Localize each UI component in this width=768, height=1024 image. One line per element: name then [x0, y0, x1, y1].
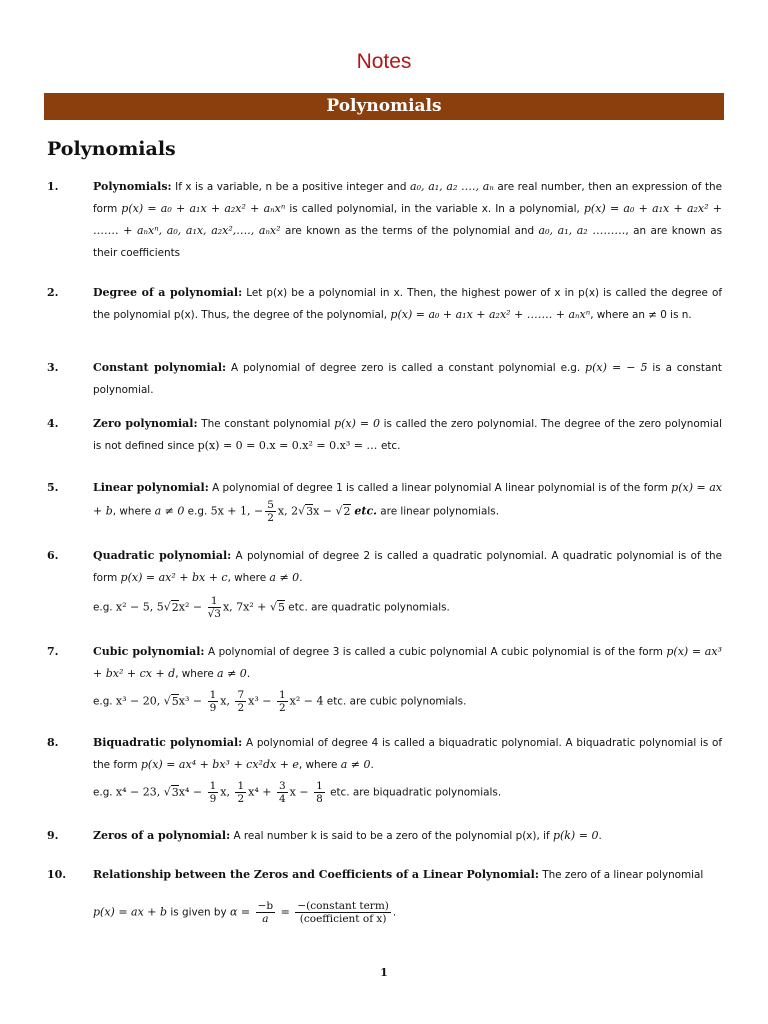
item-number: 4. — [47, 417, 59, 430]
math-expression: α = — [229, 905, 254, 919]
fraction — [277, 689, 288, 714]
item-text: are known as the terms of the polynomial and — [280, 225, 539, 237]
math-expression: a ≠ 0 — [269, 571, 300, 584]
item-body — [93, 413, 722, 457]
fraction — [314, 780, 325, 805]
formula-line — [93, 900, 722, 925]
item-text: . — [392, 906, 397, 919]
definition-item-polynomials — [47, 176, 727, 264]
item-body — [93, 732, 722, 805]
item-number: 8. — [47, 736, 59, 749]
item-term: Relationship between the Zeros and Coefficients of a Linear Polynomial: — [93, 868, 539, 881]
item-number: 1. — [47, 180, 59, 193]
item-text: If x is a variable, n be a positive integer and — [171, 181, 411, 193]
item-text: are linear polynomials. — [376, 505, 499, 518]
item-term: Polynomials: — [93, 180, 172, 193]
item-term: Linear polynomial: — [93, 481, 209, 494]
sqrt-symbol: √ — [163, 694, 171, 708]
math-expression: x⁴ + — [248, 785, 275, 799]
math-expression: x³ − — [178, 694, 206, 708]
fraction-numerator: −b — [257, 900, 274, 912]
item-term: Biquadratic polynomial: — [93, 736, 243, 749]
math-expression: x, 7x² + — [222, 600, 270, 614]
item-text: A polynomial of degree 1 is called a linear polynomial A linear polynomial is of the form — [208, 482, 672, 494]
item-text: . — [598, 830, 602, 842]
math-expression: p(x) = a₀ + a₁x + a₂x² + ……. + aₙxⁿ, a₀, a₁x, a₂x²,…., aₙx² — [93, 202, 722, 237]
item-text: e.g. — [93, 786, 116, 799]
sqrt-symbol: √ — [298, 504, 306, 518]
definition-item-zero-polynomial — [47, 413, 727, 457]
item-term: Quadratic polynomial: — [93, 549, 232, 562]
sqrt-radicand: 2 — [171, 600, 179, 614]
sqrt-radicand: 5 — [278, 600, 285, 614]
math-expression: a ≠ 0 — [154, 504, 185, 518]
fraction-denominator: 2 — [237, 702, 245, 714]
math-expression: x − — [313, 504, 336, 518]
sqrt-radicand: 3 — [306, 504, 314, 518]
item-term: Zeros of a polynomial: — [93, 829, 231, 842]
math-expression: p(x) = a₀ + a₁x + a₂x² + ……. + aₙxⁿ — [390, 308, 591, 321]
fraction-denominator: 8 — [316, 793, 323, 805]
item-number: 10. — [47, 868, 67, 881]
fraction-numerator: 1 — [208, 595, 221, 608]
item-text: Let p(x) be a polynomial in x. Then, the highest power of x in p(x) is called the degree of the polynomial p(x). Thus, the degree of the polynomial, — [93, 287, 723, 321]
example-line — [93, 780, 722, 805]
page-number: 1 — [380, 966, 388, 979]
math-expression: p(x) = ax² + bx + c — [120, 571, 228, 584]
item-term: Degree of a polynomial: — [93, 286, 243, 299]
fraction-denominator: 2 — [237, 793, 245, 805]
item-body — [93, 477, 722, 524]
item-number: 3. — [47, 361, 59, 374]
definition-item-degree — [47, 282, 727, 326]
math-expression: x⁴ − 23, — [115, 785, 164, 799]
definition-item-cubic — [47, 641, 727, 714]
math-expression: p(x) = a₀ + a₁x + a₂x² + aₙxⁿ — [121, 202, 286, 215]
item-body — [93, 357, 722, 401]
item-text: etc. are biquadratic polynomials. — [326, 786, 502, 799]
definition-item-relationship — [47, 864, 727, 925]
item-text: . — [370, 759, 374, 771]
fraction — [208, 780, 219, 805]
item-body — [93, 825, 722, 847]
item-term: Constant polynomial: — [93, 361, 227, 374]
sqrt-radicand: 5 — [171, 694, 179, 708]
fraction — [295, 900, 391, 925]
fraction — [265, 499, 276, 524]
item-text: are real number, then an expression of the form — [93, 181, 722, 215]
math-expression: x² − 5, 5 — [115, 600, 164, 614]
section-heading: Polynomials — [47, 138, 176, 160]
math-expression: x³ − — [248, 694, 275, 708]
fraction-numerator: 3 — [278, 780, 286, 792]
fraction-numerator: 1 — [316, 780, 323, 792]
item-text: , where — [227, 572, 270, 584]
fraction — [235, 689, 246, 714]
item-text: , where — [112, 505, 155, 518]
fraction — [277, 780, 288, 805]
math-expression: x³ − 20, — [115, 694, 164, 708]
fraction — [256, 900, 276, 925]
item-number: 6. — [47, 549, 59, 562]
definition-item-linear — [47, 477, 727, 524]
item-body — [93, 282, 722, 326]
math-expression: a₀, a₁, a₂ …., aₙ — [410, 180, 494, 193]
math-expression: a ≠ 0 — [340, 758, 371, 771]
item-text: A polynomial of degree 2 is called a quadratic polynomial. A quadratic polynomial is of the form — [93, 550, 722, 584]
item-text: is called polynomial, in the variable x. In a polynomial, — [285, 203, 584, 215]
math-expression: p(k) = 0 — [552, 829, 599, 842]
fraction — [235, 780, 246, 805]
item-text: The constant polynomial — [197, 418, 335, 430]
math-expression: p(x) = ax³ + bx² + cx + d — [93, 645, 722, 680]
item-number: 7. — [47, 645, 59, 658]
math-expression: x² − 4 — [289, 694, 324, 708]
item-body — [93, 545, 722, 620]
math-expression: x⁴ − — [178, 785, 206, 799]
definition-item-quadratic — [47, 545, 727, 620]
definition-item-constant — [47, 357, 727, 401]
item-text: is given by — [167, 906, 230, 919]
item-term: Cubic polynomial: — [93, 645, 205, 658]
sqrt-symbol: √ — [269, 600, 277, 614]
item-text: etc. are quadratic polynomials. — [285, 601, 450, 614]
fraction-numerator: 5 — [267, 499, 274, 511]
fraction-denominator: √3 — [207, 608, 221, 620]
fraction-numerator: 1 — [209, 689, 217, 701]
definition-item-biquadratic — [47, 732, 727, 805]
item-text: . — [246, 668, 251, 680]
item-text: e.g. — [93, 601, 116, 614]
math-expression: x² − — [178, 600, 206, 614]
item-body — [93, 176, 722, 264]
item-text: e.g. — [93, 695, 116, 708]
math-expression: x, — [220, 694, 234, 708]
math-expression: p(x) = ax⁴ + bx³ + cx²dx + e — [140, 758, 299, 771]
item-text: A polynomial of degree 3 is called a cubic polynomial A cubic polynomial is of the form — [204, 646, 667, 658]
item-text: A polynomial of degree zero is called a constant polynomial e.g. — [226, 362, 586, 374]
math-expression: p(x) = 0 — [334, 417, 380, 430]
item-text: etc. are cubic polynomials. — [323, 695, 467, 708]
item-text: A real number k is said to be a zero of the polynomial p(x), if — [230, 830, 553, 842]
item-body — [93, 864, 722, 925]
item-text: is called the zero polynomial. The degree of the zero polynomial is not defined since — [93, 418, 722, 452]
item-number: 9. — [47, 829, 59, 842]
item-text: etc. — [380, 440, 401, 452]
definition-item-zeros — [47, 825, 727, 847]
item-number: 2. — [47, 286, 59, 299]
math-expression: a₀, a₁, a₂ ……… — [538, 224, 626, 237]
math-expression: 5x + 1, − — [210, 504, 264, 518]
math-expression: x, 2 — [277, 504, 299, 518]
chapter-banner: Polynomials — [44, 93, 724, 120]
fraction-denominator: 9 — [209, 793, 217, 805]
item-text: A polynomial of degree 4 is called a biquadratic polynomial. A biquadratic polynomial is of the form — [93, 737, 723, 771]
fraction-denominator: (coefficient of x) — [299, 913, 387, 925]
math-expression: = — [277, 905, 294, 919]
item-text: e.g. — [184, 505, 211, 518]
sqrt-symbol: √ — [163, 600, 171, 614]
fraction-denominator: 9 — [209, 702, 217, 714]
item-number: 5. — [47, 481, 59, 494]
item-term: Zero polynomial: — [93, 417, 198, 430]
fraction-numerator: 1 — [209, 780, 217, 792]
fraction — [208, 689, 219, 714]
item-text: . — [299, 572, 303, 584]
math-expression: x, — [220, 785, 234, 799]
sqrt-symbol: √ — [163, 785, 171, 799]
fraction-denominator: 2 — [267, 512, 274, 524]
item-text: , where an ≠ 0 is n. — [590, 309, 692, 321]
fraction — [208, 595, 221, 620]
sqrt-radicand: 3 — [171, 785, 179, 799]
fraction-numerator: −(constant term) — [297, 900, 389, 912]
math-expression: p(x) = ax + b — [93, 481, 722, 518]
math-expression: etc. — [350, 504, 377, 518]
fraction-numerator: 1 — [278, 689, 286, 701]
item-text: The zero of a linear polynomial — [538, 869, 704, 881]
math-expression: a ≠ 0 — [217, 667, 247, 680]
math-expression: x − — [289, 785, 313, 799]
example-line — [93, 595, 722, 620]
math-expression: p(x) = 0 = 0.x = 0.x² = 0.x³ = … — [197, 439, 381, 452]
item-text: , an are known as their coefficients — [93, 225, 722, 259]
fraction-denominator: 4 — [278, 793, 286, 805]
fraction-numerator: 7 — [237, 689, 245, 701]
item-text: , where — [175, 668, 218, 680]
fraction-denominator: 2 — [278, 702, 286, 714]
item-text: is a constant polynomial. — [93, 362, 722, 396]
item-text: , where — [298, 759, 341, 771]
sqrt-symbol: √ — [335, 504, 343, 518]
math-expression: p(x) = ax + b — [93, 905, 168, 919]
fraction-denominator: a — [262, 913, 269, 925]
math-expression: p(x) = − 5 — [585, 361, 648, 374]
notes-title: Notes — [356, 50, 412, 73]
sqrt-radicand: 2 — [343, 504, 351, 518]
item-body — [93, 641, 722, 714]
fraction-numerator: 1 — [237, 780, 245, 792]
example-line — [93, 689, 722, 714]
